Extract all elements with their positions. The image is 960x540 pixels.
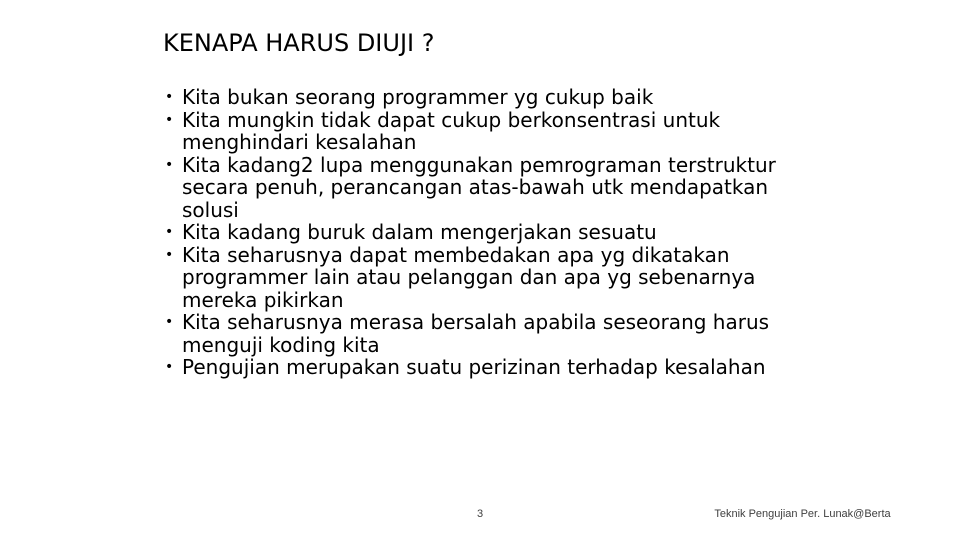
bullet-icon: • — [165, 246, 174, 263]
bullet-text: Kita seharusnya merasa bersalah apabila seseorang harus menguji koding kita — [182, 310, 770, 357]
bullet-text: Kita kadang buruk dalam mengerjakan sesuatu — [182, 220, 657, 244]
slide-title: KENAPA HARUS DIUJI ? — [163, 29, 435, 57]
bullet-icon: • — [165, 111, 174, 128]
bullet-icon: • — [165, 89, 174, 105]
bullet-item — [163, 356, 823, 379]
bullet-icon: • — [165, 156, 174, 173]
bullet-text: Kita kadang2 lupa menggunakan pemrograman terstruktur secara penuh, perancangan atas-bawah utk mendapatkan solusi — [182, 152, 776, 222]
bullet-text: Pengujian merupakan suatu perizinan terhadap kesalahan — [182, 355, 766, 379]
bullet-item — [163, 244, 823, 312]
bullet-list — [163, 86, 823, 379]
bullet-item — [163, 109, 823, 154]
bullet-item — [163, 154, 823, 222]
bullet-text: Kita seharusnya dapat membedakan apa yg dikatakan programmer lain atau pelanggan dan apa yg sebenarnya mereka pikirkan — [182, 242, 756, 312]
bullet-item — [163, 86, 823, 109]
bullet-text: Kita mungkin tidak dapat cukup berkonsentrasi untuk menghindari kesalahan — [182, 107, 721, 154]
bullet-item — [163, 221, 823, 244]
bullet-text: Kita bukan seorang programmer yg cukup baik — [182, 85, 654, 109]
bullet-item — [163, 311, 823, 356]
bullet-icon: • — [165, 224, 174, 240]
page-number: 3 — [476, 508, 484, 520]
bullet-icon: • — [165, 314, 174, 330]
footer-text: Teknik Pengujian Per. Lunak@Berta — [714, 508, 891, 520]
bullet-icon: • — [165, 359, 174, 375]
